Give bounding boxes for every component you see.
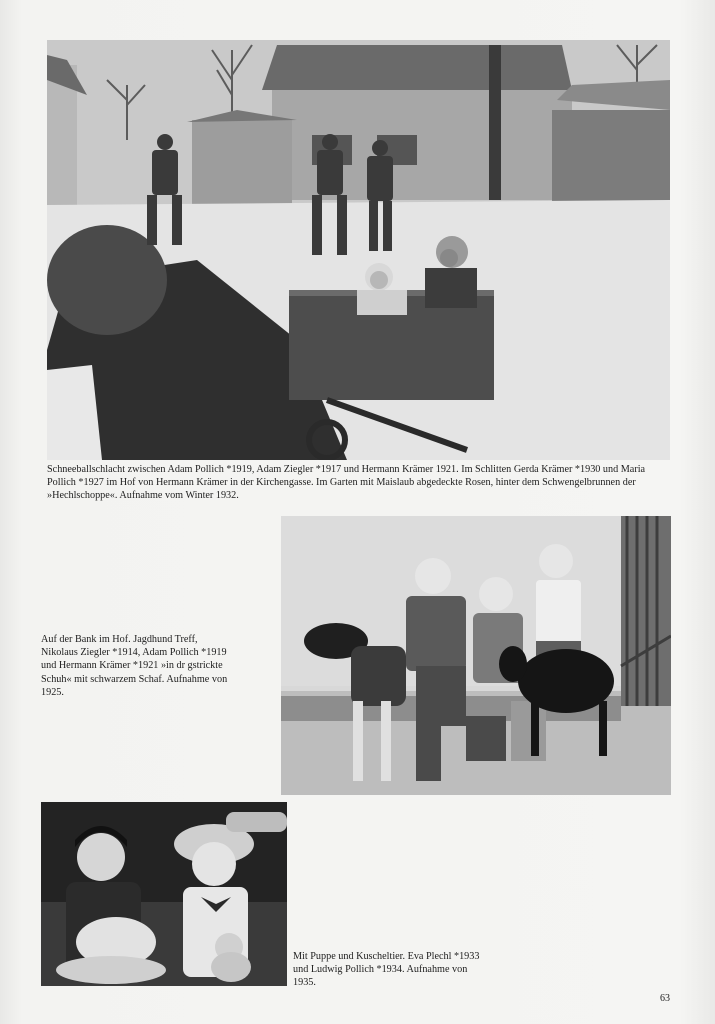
photo-snowball-fight-caption: Schneeballschlacht zwischen Adam Pollich *1919, Adam Ziegler *1917 und Hermann Krämer 1921. Im Schlitten Gerda Krämer *1930 und Maria Pollich *1927 im Hof von Hermann Krämer in der Kirchengasse. Im Garten mit Maislaub abgedeckte Rosen, hinter dem Schwengelbrunnen der »Hechlschoppe«. Aufnahme vom Winter 1932. bbox=[47, 464, 646, 502]
photo-bench-dog-sheep-image bbox=[281, 516, 671, 795]
page-number: 63 bbox=[660, 993, 670, 1004]
photo-doll-teddy-caption: Mit Puppe und Kuscheltier. Eva Plechl *1933 und Ludwig Pollich *1934. Aufnahme von 1935. bbox=[293, 951, 480, 989]
photo-snowball-fight bbox=[47, 40, 670, 460]
photo-doll-teddy-image bbox=[41, 802, 287, 986]
photo-snowball-fight-image bbox=[47, 40, 670, 460]
photo-doll-teddy bbox=[41, 802, 287, 986]
photo-bench-dog-sheep bbox=[281, 516, 671, 795]
photo-bench-dog-sheep-caption: Auf der Bank im Hof. Jagdhund Treff, Nikolaus Ziegler *1914, Adam Pollich *1919 und Hermann Krämer *1921 »in dr gstrickte Schuh« mit schwarzem Schaf. Aufnahme von 1925. bbox=[41, 634, 228, 698]
